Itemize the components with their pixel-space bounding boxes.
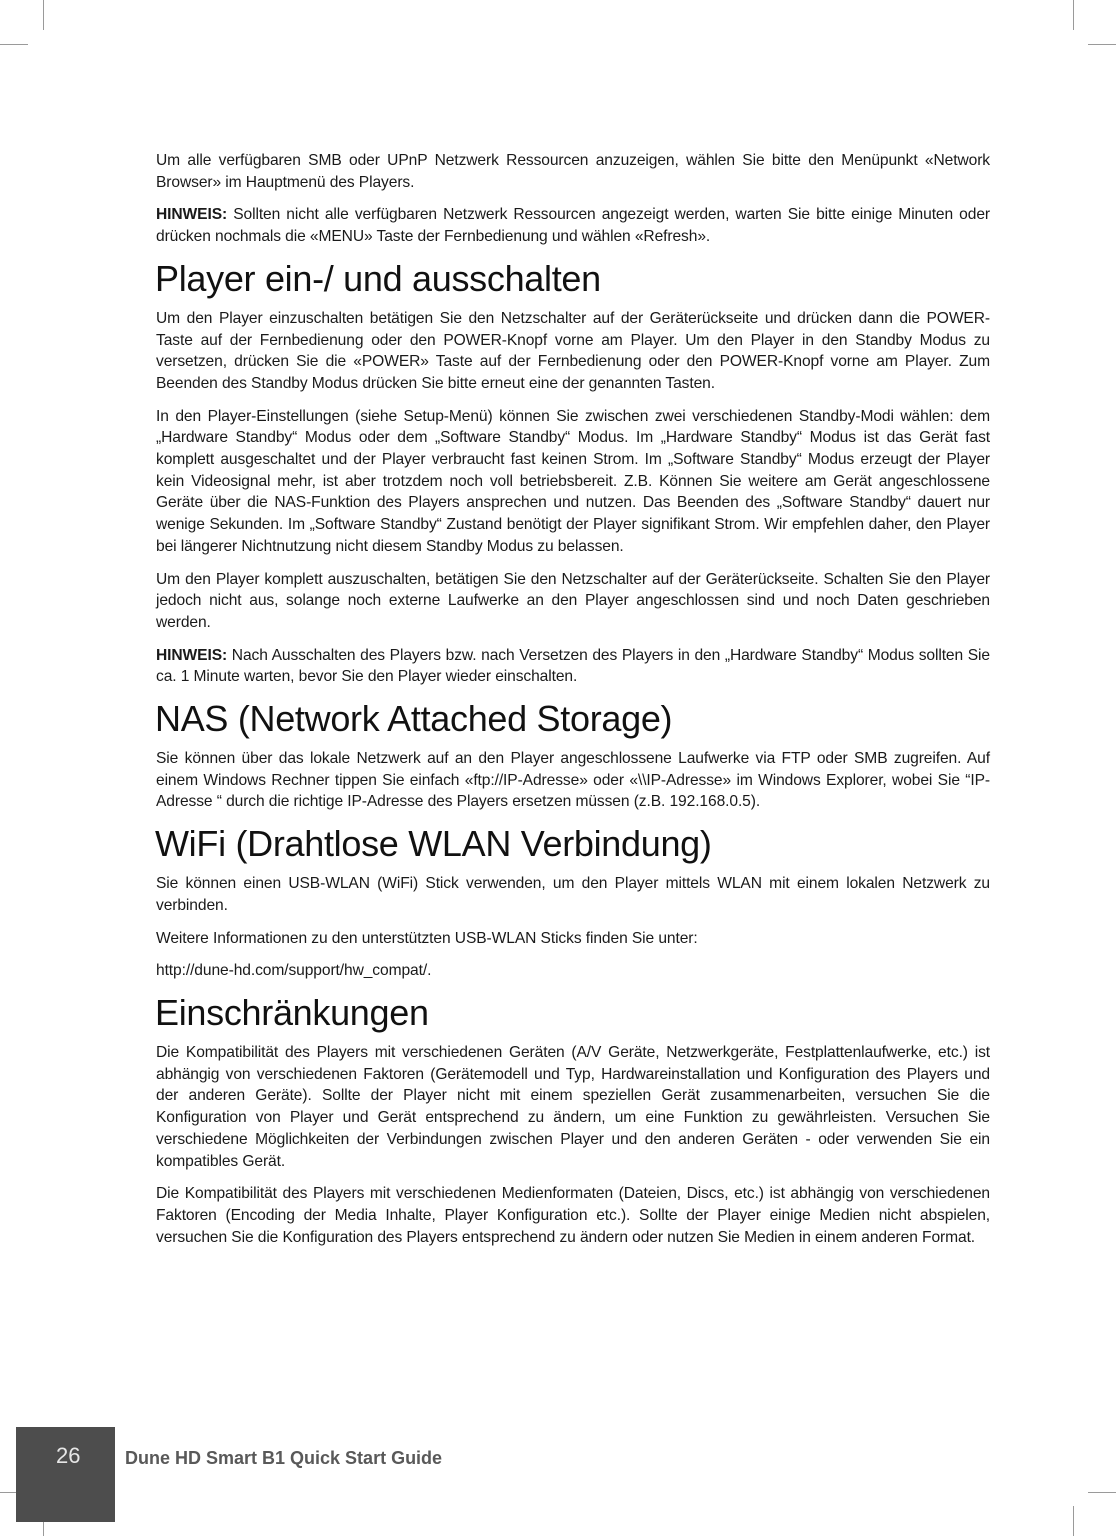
- paragraph: Die Kompatibilität des Players mit verschiedenen Geräten (A/V Geräte, Netzwerkgeräte, Festplattenlaufwerke, etc.) ist abhängig von verschiedenen Faktoren (Gerätemodell und Typ, Hardwareinstallation und Konfiguration des Players und der anderen Geräte). Sollte der Player nicht mit einem speziellen Gerät zusammenarbeiten, versuchen Sie die Konfiguration von Player und Gerät entsprechend zu ändern, um eine Funktion zu gewährleisten. Versuchen Sie verschiedene Möglichkeiten der Verbindungen zwischen Player und den anderen Geräten - oder verwenden Sie ein kompatibles Gerät.: [156, 1043, 990, 1170]
- paragraph: Um alle verfügbaren SMB oder UPnP Netzwerk Ressourcen anzuzeigen, wählen Sie bitte den Menüpunkt «Network Browser» im Hauptmenü des Players.: [156, 152, 990, 191]
- paragraph: Sie können über das lokale Netzwerk auf an den Player angeschlossene Laufwerke via FTP oder SMB zugreifen. Auf einem Windows Rechner tippen Sie einfach «ftp://IP-Adresse» oder «\\IP-Adresse» im Windows Explorer, wobei Sie “IP-Adresse “ durch die richtige IP-Adresse des Players ersetzen müssen (z.B. 192.168.0.5).: [156, 750, 990, 811]
- note-label: HINWEIS:: [156, 206, 228, 224]
- note-label: HINWEIS:: [156, 646, 228, 664]
- paragraph: Weitere Informationen zu den unterstützten USB-WLAN Sticks finden Sie unter:: [156, 929, 698, 947]
- section-heading: Player ein-/ und ausschalten: [155, 257, 601, 299]
- crop-mark: [1088, 44, 1116, 45]
- crop-mark: [1073, 1506, 1074, 1536]
- section-heading: Einschränkungen: [155, 991, 429, 1033]
- crop-mark: [0, 44, 28, 45]
- url-paragraph: http://dune-hd.com/support/hw_compat/.: [156, 962, 432, 980]
- footer-title: Dune HD Smart B1 Quick Start Guide: [125, 1448, 443, 1468]
- page-number: 26: [56, 1443, 81, 1468]
- paragraph: Um den Player komplett auszuschalten, betätigen Sie den Netzschalter auf der Geräterückseite. Schalten Sie den Player jedoch nicht aus, solange noch externe Laufwerke an den Player angeschlossen sind und noch Daten geschrieben werden.: [156, 570, 990, 631]
- note-paragraph: [156, 645, 990, 688]
- note-paragraph: [156, 204, 990, 247]
- paragraph: Die Kompatibilität des Players mit verschiedenen Medienformaten (Dateien, Discs, etc.) ist abhängig von verschiedenen Faktoren (Encoding der Media Inhalte, Player Konfiguration etc.). Sollte der Player einige Medien nicht abspielen, versuchen Sie die Konfiguration des Players entsprechend zu ändern oder nutzen Sie Medien in einem anderen Format.: [156, 1185, 990, 1246]
- paragraph: Sie können einen USB-WLAN (WiFi) Stick verwenden, um den Player mittels WLAN mit einem lokalen Netzwerk zu verbinden.: [156, 875, 990, 914]
- section-heading: NAS (Network Attached Storage): [155, 698, 673, 740]
- paragraph: In den Player-Einstellungen (siehe Setup-Menü) können Sie zwischen zwei verschiedenen Standby-Modi wählen: dem „Hardware Standby“ Modus oder dem „Software Standby“ Modus. Im „Hardware Standby“ Modus ist das Gerät fast komplett ausgeschaltet und der Player verbraucht fast keinen Strom. Im „Software Standby“ Modus erzeugt der Player kein Videosignal mehr, ist aber trotzdem noch voll betriebsbereit. Z.B. Können Sie weitere am Gerät angeschlossene Geräte über die NAS-Funktion des Players ansprechen und nutzen. Das Beenden des „Software Standby“ dauert nur wenige Sekunden. Im „Software Standby“ Zustand benötigt der Player signifikant Strom. Wir empfehlen daher, den Player bei längerer Nichtnutzung nicht diesem Standby Modus zu belassen.: [156, 407, 990, 555]
- page-content: [156, 150, 990, 1259]
- section-heading: WiFi (Drahtlose WLAN Verbindung): [155, 823, 712, 865]
- paragraph: Um den Player einzuschalten betätigen Sie den Netzschalter auf der Geräterückseite und drücken dann die POWER-Taste auf der Fernbedienung oder den POWER-Knopf vorne am Player. Um den Player in den Standby Modus zu versetzen, drücken Sie die «POWER» Taste auf der Fernbedienung oder den POWER-Knopf vorne am Player. Zum Beenden des Standby Modus drücken Sie bitte erneut eine der genannten Tasten.: [156, 309, 990, 392]
- crop-mark: [43, 0, 44, 30]
- footer-block: [16, 1427, 115, 1522]
- note-text: Sollten nicht alle verfügbaren Netzwerk Ressourcen angezeigt werden, warten Sie bitte einige Minuten oder drücken nochmals die «MENU» Taste der Fernbedienung und wählen «Refresh».: [156, 206, 990, 246]
- crop-mark: [1073, 0, 1074, 30]
- note-text: Nach Ausschalten des Players bzw. nach Versetzen des Players in den „Hardware Standby“ Modus sollten Sie ca. 1 Minute warten, bevor Sie den Player wieder einschalten.: [156, 646, 990, 686]
- crop-mark: [1088, 1492, 1116, 1493]
